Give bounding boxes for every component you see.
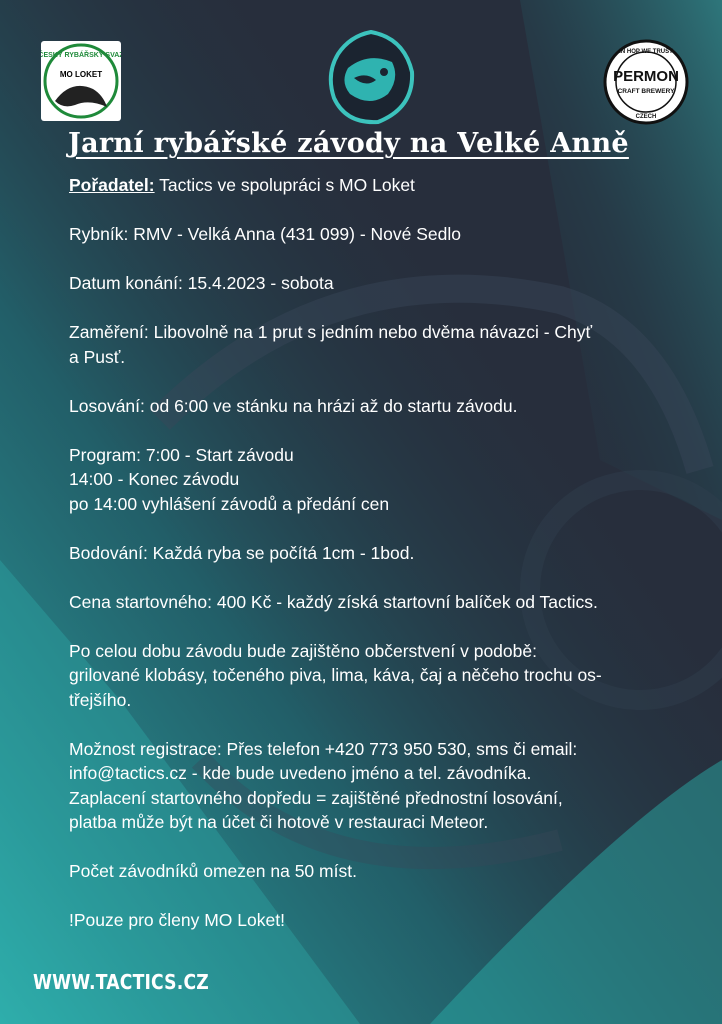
food-line-1: Po celou dobu závodu bude zajištěno občerstvení v podobě: [69, 640, 537, 661]
fee-line: Cena startovného: 400 Kč - každý získá startovní balíček od Tactics. [69, 591, 598, 612]
food-line-3: třejšího. [69, 689, 132, 710]
svg-text:CZECH: CZECH [635, 114, 657, 120]
registration-line-3: Zaplacení startovného dopředu = zajištěné přednostní losování, [69, 787, 563, 808]
svg-text:ČESKÝ RYBÁŘSKÝ SVAZ: ČESKÝ RYBÁŘSKÝ SVAZ [41, 52, 121, 59]
pond-line: Rybník: RMV - Velká Anna (431 099) - Nové Sedlo [69, 224, 462, 244]
rybarsky-svaz-logo [41, 41, 121, 121]
program-line-1: Program: 7:00 - Start závodu [69, 444, 294, 465]
svg-text:MO LOKET: MO LOKET [59, 70, 103, 79]
organizer-line [69, 173, 709, 198]
program-line-2: 14:00 - Konec závodu [69, 469, 240, 489]
svg-text:IN HOP WE TRUST: IN HOP WE TRUST [619, 49, 673, 55]
program-line-3: po 14:00 vyhlášení závodů a předání cen [69, 493, 390, 514]
svg-text:CRAFT BREWERY: CRAFT BREWERY [617, 88, 675, 95]
limit-line: Počet závodníků omezen na 50 míst. [69, 861, 357, 881]
organizer-label: Pořadatel: [69, 175, 155, 195]
website-link[interactable]: WWW.TACTICS.CZ [33, 970, 209, 994]
registration-line-2: info@tactics.cz - kde bude uvedeno jméno a tel. závodníka. [69, 763, 532, 783]
members-only-line: !Pouze pro členy MO Loket! [69, 910, 285, 930]
permon-brewery-logo [602, 38, 690, 126]
registration-line-1: Možnost registrace: Přes telefon +420 773 950 530, sms či email: [69, 738, 578, 759]
organizer-text: Tactics ve spolupráci s MO Loket [154, 175, 415, 195]
food-line-2: grilované klobásy, točeného piva, lima, káva, čaj a něčeho trochu os- [69, 665, 602, 685]
registration-line-4: platba může být na účet či hotově v restauraci Meteor. [69, 812, 489, 832]
event-details [69, 173, 709, 933]
page-title: Jarní rybářské závody na Velké Anně [68, 128, 629, 159]
svg-text:PERMON: PERMON [613, 68, 679, 85]
draw-line: Losování: od 6:00 ve stánku na hrázi až do startu závodu. [69, 395, 518, 416]
date-line: Datum konání: 15.4.2023 - sobota [69, 273, 334, 293]
scoring-line: Bodování: Každá ryba se počítá 1cm - 1bod. [69, 542, 415, 563]
focus-line-2: a Pusť. [69, 346, 126, 367]
tactics-fish-logo [326, 28, 416, 126]
focus-line-1: Zaměření: Libovolně na 1 prut s jedním nebo dvěma návazci - Chyť [69, 322, 593, 342]
